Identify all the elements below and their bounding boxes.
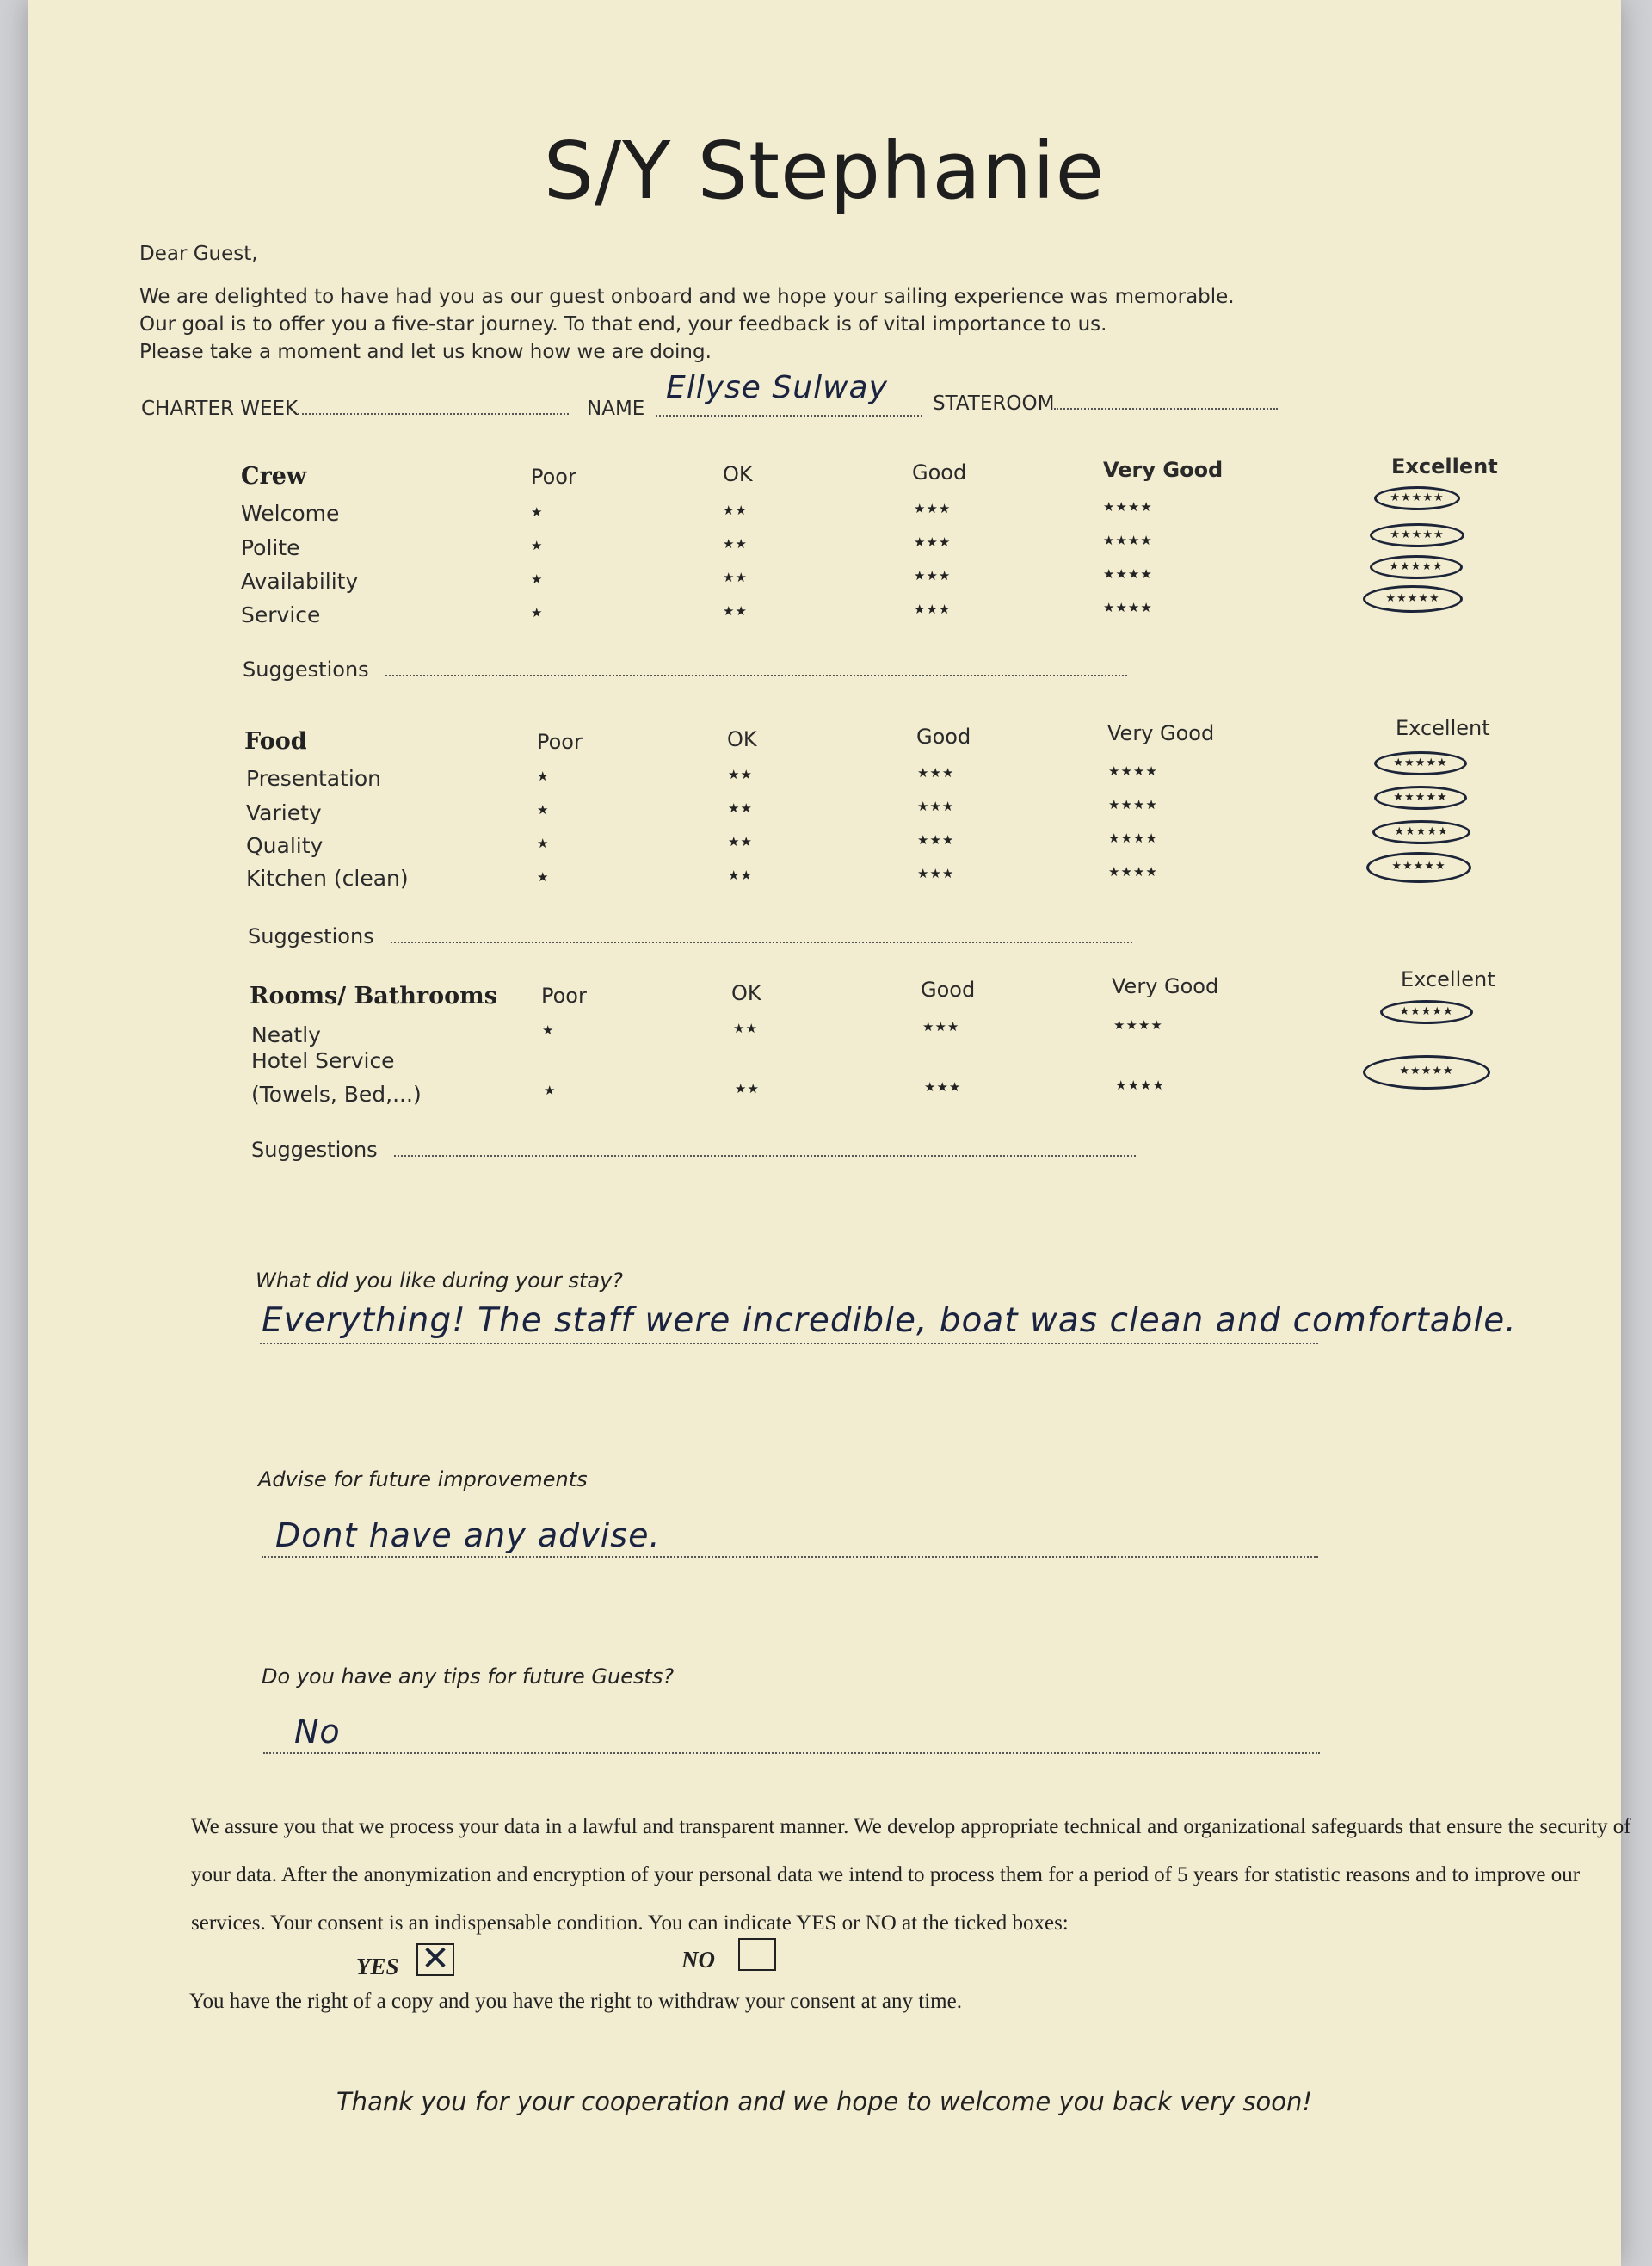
intro-line-3: Please take a moment and let us know how we are doing. [139, 341, 712, 363]
row-label-hotel-service: Hotel Service [251, 1048, 395, 1073]
name-field-label: NAME [587, 398, 645, 420]
suggestions-label: Suggestions [248, 924, 374, 948]
row-label-service: Service [241, 602, 321, 627]
col-very-good: Very Good [1112, 974, 1219, 998]
rating-option[interactable]: ★ [531, 538, 544, 553]
rating-option[interactable]: ★★★ [922, 1019, 960, 1034]
row-label-variety: Variety [246, 800, 322, 825]
rating-circled-excellent[interactable]: ★★★★★ [1374, 786, 1467, 810]
name-field-line[interactable] [656, 415, 922, 417]
rating-circled-excellent[interactable]: ★★★★★ [1363, 1055, 1490, 1090]
data-privacy-text: We assure you that we process your data in a lawful and transparent manner. We develop appropriate technical and organizational safeguards that ensure the security of your data. After the anonymization and encryption of your personal data we intend to process them for a period of 5 years for statistic reasons and to improve our services. Your consent is an indispensable condition. You can indicate YES or NO at the ticked boxes: [191, 1815, 1631, 1935]
col-good: Good [916, 725, 971, 749]
row-label-availability: Availability [241, 569, 359, 594]
page-title: S/Y Stephanie [543, 125, 1106, 217]
col-very-good: Very Good [1107, 721, 1215, 745]
rating-option[interactable]: ★★ [735, 1081, 760, 1096]
rating-option[interactable]: ★★★★ [1103, 533, 1153, 548]
rating-option[interactable]: ★ [537, 869, 550, 885]
rating-option[interactable]: ★ [537, 769, 550, 784]
thank-you-text: Thank you for your cooperation and we hope to welcome you back very soon! [336, 2087, 1313, 2116]
charter-week-value[interactable] [298, 413, 569, 415]
rating-option[interactable]: ★★★ [914, 501, 952, 516]
rating-option[interactable]: ★★★ [914, 602, 952, 617]
rating-option[interactable]: ★ [542, 1022, 555, 1038]
intro-line-2: Our goal is to offer you a five-star journey. To that end, your feedback is of vital importance to us. [139, 313, 1107, 336]
stateroom-value[interactable] [1054, 408, 1278, 410]
rating-circled-excellent[interactable]: ★★★★★ [1370, 555, 1463, 579]
rating-circled-excellent[interactable]: ★★★★★ [1366, 852, 1471, 883]
consent-yes-label: YES [356, 1954, 399, 1979]
rating-option[interactable]: ★ [537, 836, 550, 851]
rating-option[interactable]: ★★ [728, 767, 753, 782]
col-excellent: Excellent [1391, 454, 1498, 479]
rating-option[interactable]: ★★★★ [1108, 864, 1158, 880]
row-label-quality: Quality [246, 833, 324, 858]
stateroom-label: STATEROOM [933, 392, 1055, 415]
suggestions-line[interactable] [391, 942, 1132, 943]
col-very-good: Very Good [1103, 458, 1224, 482]
consent-yes-checkbox[interactable] [416, 1939, 454, 1979]
answer-liked: Everything! The staff were incredible, boat was clean and comfortable. [262, 1301, 1517, 1340]
rating-option[interactable]: ★★★★ [1108, 797, 1158, 812]
rating-circled-excellent[interactable]: ★★★★★ [1363, 585, 1463, 613]
section-title-crew: Crew [241, 463, 307, 490]
row-label-welcome: Welcome [241, 501, 340, 526]
rating-option[interactable]: ★★ [723, 536, 748, 552]
stateroom-field[interactable] [933, 392, 1278, 415]
charter-week-label: CHARTER WEEK [141, 398, 299, 420]
intro-line-1: We are delighted to have had you as our guest onboard and we hope your sailing experience was memorable. [139, 286, 1235, 308]
col-excellent: Excellent [1401, 967, 1495, 991]
rating-option[interactable]: ★★ [723, 570, 748, 585]
col-poor: Poor [537, 730, 583, 754]
rating-circled-excellent[interactable]: ★★★★★ [1380, 1000, 1473, 1024]
row-label-neatly: Neatly [251, 1022, 321, 1047]
suggestions-crew[interactable] [243, 658, 1127, 682]
rating-option[interactable]: ★★★★ [1108, 763, 1158, 779]
rating-option[interactable]: ★ [531, 571, 544, 587]
rating-circled-excellent[interactable]: ★★★★★ [1374, 751, 1467, 775]
rating-option[interactable]: ★ [544, 1083, 557, 1098]
rating-option[interactable]: ★ [531, 504, 544, 520]
answer-improvements: Dont have any advise. [275, 1516, 661, 1554]
check-mark-icon: ✕ [421, 1939, 450, 1979]
feedback-form-paper [28, 0, 1631, 2266]
suggestions-rooms[interactable] [251, 1138, 1136, 1162]
col-good: Good [912, 460, 967, 485]
suggestions-line[interactable] [385, 675, 1127, 676]
rating-option[interactable]: ★ [537, 802, 550, 818]
greeting: Dear Guest, [139, 243, 258, 265]
rating-option[interactable]: ★★ [723, 603, 748, 619]
suggestions-line[interactable] [394, 1155, 1136, 1157]
suggestions-label: Suggestions [251, 1138, 378, 1162]
question-liked: What did you like during your stay? [256, 1269, 624, 1293]
col-poor: Poor [541, 984, 587, 1008]
consent-no-label: NO [681, 1947, 715, 1973]
rating-option[interactable]: ★★★★ [1103, 499, 1153, 515]
col-excellent: Excellent [1396, 716, 1490, 740]
rating-option[interactable]: ★★ [733, 1021, 758, 1036]
answer-line-liked[interactable] [260, 1343, 1318, 1344]
rating-option[interactable]: ★★ [723, 503, 748, 518]
rating-option[interactable]: ★★★★ [1115, 1077, 1165, 1093]
col-good: Good [921, 978, 976, 1002]
answer-line-improvements[interactable] [262, 1556, 1318, 1558]
rating-option[interactable]: ★ [531, 605, 544, 621]
col-ok: OK [731, 981, 761, 1005]
rating-option[interactable]: ★★★★ [1108, 830, 1158, 846]
rating-option[interactable]: ★★★ [917, 799, 955, 814]
rating-option[interactable]: ★★★ [917, 765, 955, 781]
section-title-food: Food [244, 728, 307, 755]
question-improvements: Advise for future improvements [258, 1467, 588, 1491]
rating-option[interactable]: ★★★ [917, 866, 955, 881]
rating-option[interactable]: ★★★ [914, 534, 952, 550]
row-label-polite: Polite [241, 535, 300, 560]
rating-circled-excellent[interactable]: ★★★★★ [1372, 820, 1470, 844]
answer-line-tips[interactable] [263, 1752, 1320, 1754]
rating-option[interactable]: ★★★★ [1103, 566, 1153, 582]
col-ok: OK [723, 462, 753, 486]
rating-option[interactable]: ★★★★ [1103, 600, 1153, 615]
charter-week-field[interactable] [141, 398, 569, 420]
row-label-hotel-service-detail: (Towels, Bed,...) [251, 1082, 422, 1107]
rating-option[interactable]: ★★★ [924, 1079, 962, 1095]
rights-text: You have the right of a copy and you have the right to withdraw your consent at any time. [189, 1990, 962, 2013]
suggestions-food[interactable] [248, 924, 1132, 948]
col-poor: Poor [531, 465, 576, 489]
rating-option[interactable]: ★★ [728, 868, 753, 883]
row-label-kitchen: Kitchen (clean) [246, 866, 409, 891]
rating-option[interactable]: ★★ [728, 834, 753, 849]
rating-option[interactable]: ★★★ [917, 832, 955, 848]
name-field-value: Ellyse Sulway [666, 370, 888, 405]
rating-circled-excellent[interactable]: ★★★★★ [1370, 523, 1464, 547]
answer-tips: No [294, 1713, 341, 1750]
section-title-rooms: Rooms/ Bathrooms [250, 983, 497, 1010]
rating-circled-excellent[interactable]: ★★★★★ [1374, 486, 1460, 510]
rating-option[interactable]: ★★ [728, 800, 753, 816]
suggestions-label: Suggestions [243, 658, 369, 682]
consent-no-checkbox[interactable] [738, 1938, 776, 1971]
question-tips: Do you have any tips for future Guests? [262, 1664, 675, 1689]
rating-option[interactable]: ★★★★ [1113, 1017, 1163, 1033]
row-label-presentation: Presentation [246, 766, 382, 791]
col-ok: OK [727, 727, 757, 751]
rating-option[interactable]: ★★★ [914, 568, 952, 583]
